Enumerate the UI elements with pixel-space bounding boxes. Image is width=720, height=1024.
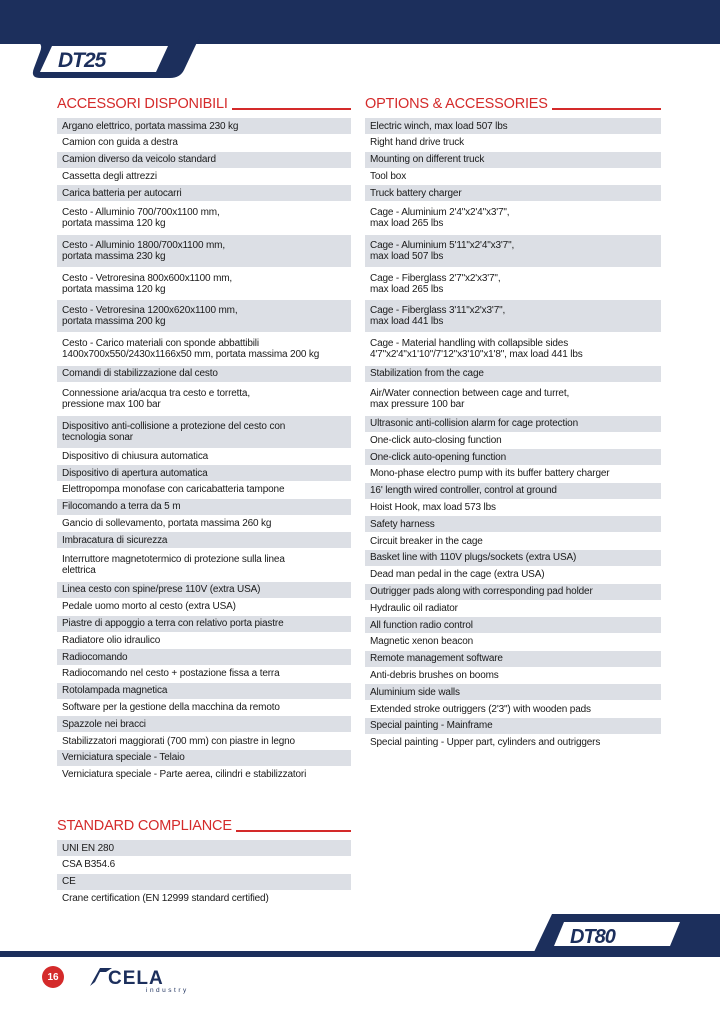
compliance-heading — [57, 816, 351, 834]
list-item: Circuit breaker in the cage — [370, 535, 483, 547]
options-section — [365, 94, 661, 752]
heading-rule — [552, 108, 661, 110]
list-item: Safety harness — [365, 516, 661, 532]
list-item: Cesto - Alluminio 1800/700x1100 mm, portata massima 230 kg — [57, 235, 351, 267]
list-item: Radiatore olio idraulico — [62, 634, 161, 646]
list-item: One-click auto-closing function — [370, 434, 502, 446]
list-item: Cesto - Vetroresina 800x600x1100 mm, portata massima 120 kg — [62, 272, 233, 295]
heading-rule — [232, 108, 351, 110]
list-item: Gancio di sollevamento, portata massima 260 kg — [62, 518, 272, 530]
page-number: 16 — [42, 966, 64, 988]
list-item: Imbracatura di sicurezza — [57, 532, 351, 548]
list-item: CSA B354.6 — [62, 859, 115, 871]
list-item: Cesto - Carico materiali con sponde abbattibili 1400x700x550/2430x1166x50 mm, portata massima 200 kg — [62, 338, 320, 361]
list-item: Special painting - Upper part, cylinders and outriggers — [370, 737, 601, 749]
model-badge-bottom — [530, 914, 720, 956]
model-badge-top — [0, 36, 200, 78]
list-item: Mounting on different truck — [365, 152, 661, 168]
list-item: Stabilizzatori maggiorati (700 mm) con piastre in legno — [62, 735, 295, 747]
list-item: Verniciatura speciale - Parte aerea, cilindri e stabilizzatori — [62, 769, 307, 781]
list-item: Cassetta degli attrezzi — [62, 170, 157, 182]
list-item: All function radio control — [365, 617, 661, 633]
list-item: Electric winch, max load 507 lbs — [365, 118, 661, 134]
options-title: OPTIONS & ACCESSORIES — [365, 96, 548, 112]
accessori-heading — [57, 94, 351, 112]
list-item: Carica batteria per autocarri — [57, 185, 351, 201]
list-item: One-click auto-opening function — [365, 449, 661, 465]
list-item: Radiocomando nel cesto + postazione fissa a terra — [62, 668, 280, 680]
list-item: Right hand drive truck — [370, 137, 464, 149]
list-item: Dispositivo anti-collisione a protezione del cesto con tecnologia sonar — [57, 416, 351, 448]
list-item: Hoist Hook, max load 573 lbs — [370, 502, 496, 514]
options-heading — [365, 94, 661, 112]
list-item: Ultrasonic anti-collision alarm for cage protection — [365, 416, 661, 432]
list-item: 16' length wired controller, control at ground — [365, 483, 661, 499]
list-item: Connessione aria/acqua tra cesto e torretta, pressione max 100 bar — [62, 387, 250, 410]
cela-logo — [86, 964, 216, 994]
model-badge-top-text: DT25 — [58, 49, 106, 72]
options-list — [365, 118, 661, 751]
compliance-list — [57, 840, 351, 906]
list-item: Camion diverso da veicolo standard — [57, 152, 351, 168]
bottom-rule — [0, 951, 720, 957]
accessori-list — [57, 118, 351, 783]
list-item: Crane certification (EN 12999 standard certified) — [62, 892, 269, 904]
cela-logo-text: CELA — [108, 968, 164, 989]
list-item: Extended stroke outriggers (2'3") with wooden pads — [370, 703, 591, 715]
list-item: Mono-phase electro pump with its buffer battery charger — [370, 468, 610, 480]
list-item: Truck battery charger — [365, 185, 661, 201]
list-item: Verniciatura speciale - Telaio — [57, 750, 351, 766]
list-item: Piastre di appoggio a terra con relativo porta piastre — [57, 616, 351, 632]
accessori-section — [57, 94, 351, 784]
list-item: Basket line with 110V plugs/sockets (extra USA) — [365, 550, 661, 566]
list-item: Tool box — [370, 170, 407, 182]
list-item: Magnetic xenon beacon — [370, 636, 474, 648]
list-item: Aluminium side walls — [365, 684, 661, 700]
list-item: CE — [57, 874, 351, 890]
list-item: Filocomando a terra da 5 m — [57, 499, 351, 515]
accessori-title: ACCESSORI DISPONIBILI — [57, 96, 228, 112]
list-item: Camion con guida a destra — [62, 137, 178, 149]
list-item: Spazzole nei bracci — [57, 716, 351, 732]
list-item: Cesto - Alluminio 700/700x1100 mm, portata massima 120 kg — [62, 206, 220, 229]
compliance-section — [57, 816, 351, 907]
list-item: Elettropompa monofase con caricabatteria tampone — [62, 484, 285, 496]
heading-rule — [236, 830, 351, 832]
list-item: Air/Water connection between cage and turret, max pressure 100 bar — [370, 387, 570, 410]
list-item: UNI EN 280 — [57, 840, 351, 856]
list-item: Cage - Material handling with collapsible sides 4'7"x2'4"x1'10"/7'12"x3'10"x1'8", max load 441 lbs — [370, 338, 583, 361]
list-item: Hydraulic oil radiator — [370, 602, 458, 614]
list-item: Argano elettrico, portata massima 230 kg — [57, 118, 351, 134]
list-item: Cage - Fiberglass 2'7"x2'x3'7", max load 265 lbs — [370, 272, 501, 295]
list-item: Software per la gestione della macchina da remoto — [62, 702, 280, 714]
list-item: Anti-debris brushes on booms — [370, 670, 499, 682]
compliance-title: STANDARD COMPLIANCE — [57, 818, 232, 834]
list-item: Pedale uomo morto al cesto (extra USA) — [62, 601, 236, 613]
list-item: Dead man pedal in the cage (extra USA) — [370, 569, 545, 581]
list-item: Cage - Aluminium 5'11"x2'4"x3'7", max load 507 lbs — [365, 235, 661, 267]
list-item: Outrigger pads along with corresponding pad holder — [365, 584, 661, 600]
model-badge-bottom-text: DT80 — [570, 926, 615, 948]
list-item: Interruttore magnetotermico di protezione sulla linea elettrica — [62, 554, 285, 577]
list-item: Dispositivo di chiusura automatica — [62, 450, 209, 462]
list-item: Cage - Fiberglass 3'11"x2'x3'7", max load 441 lbs — [365, 300, 661, 332]
list-item: Rotolampada magnetica — [57, 683, 351, 699]
list-item: Linea cesto con spine/prese 110V (extra USA) — [57, 582, 351, 598]
list-item: Dispositivo di apertura automatica — [57, 465, 351, 481]
list-item: Radiocomando — [57, 649, 351, 665]
cela-logo-subtext: industry — [146, 987, 189, 994]
list-item: Cage - Aluminium 2'4"x2'4"x3'7", max load 265 lbs — [370, 206, 510, 229]
list-item: Remote management software — [365, 651, 661, 667]
list-item: Comandi di stabilizzazione dal cesto — [57, 366, 351, 382]
list-item: Stabilization from the cage — [365, 366, 661, 382]
list-item: Cesto - Vetroresina 1200x620x1100 mm, portata massima 200 kg — [57, 300, 351, 332]
list-item: Special painting - Mainframe — [365, 718, 661, 734]
